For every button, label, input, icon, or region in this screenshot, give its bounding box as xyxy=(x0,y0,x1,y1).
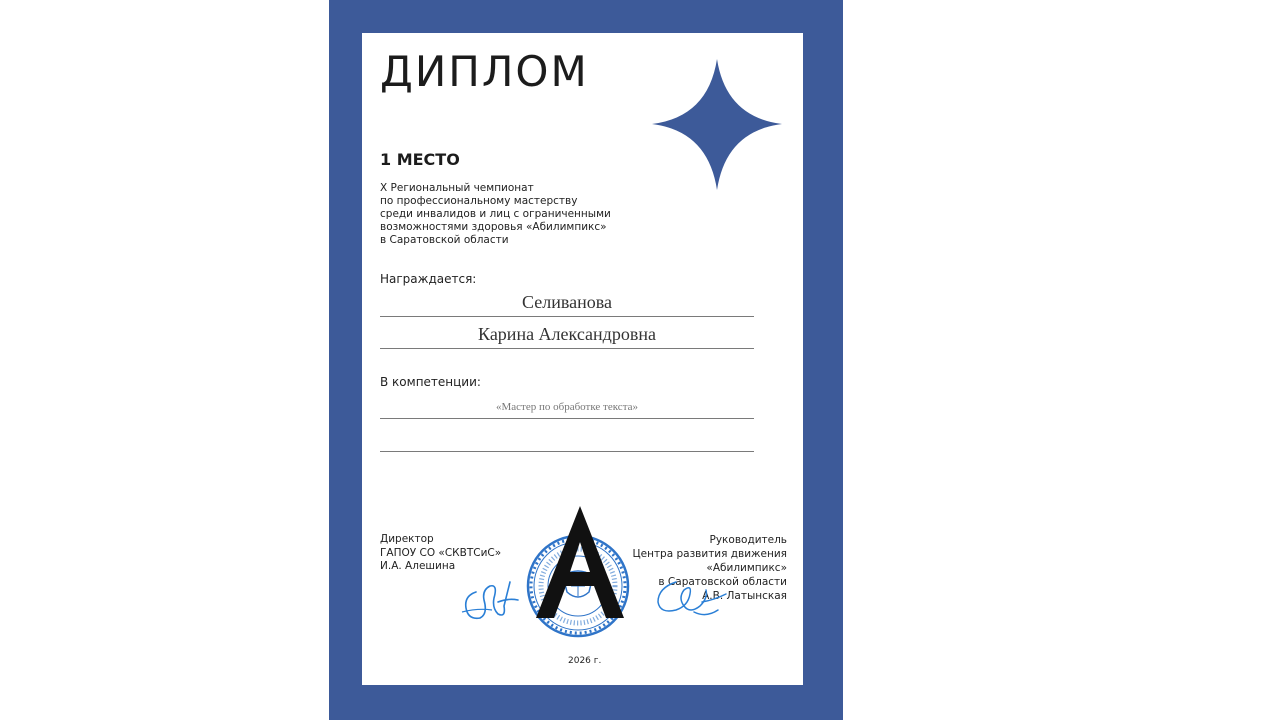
right-signatory-name: А.В. Латынская xyxy=(702,590,787,602)
left-signatory-name: И.А. Алешина xyxy=(380,560,456,572)
place-heading: 1 МЕСТО xyxy=(380,150,460,169)
recipient-given-names: Карина Александровна xyxy=(380,322,754,349)
issue-year: 2026 г. xyxy=(568,656,602,666)
right-signatory-position: Руководитель xyxy=(709,534,787,546)
left-signatory-organization: ГАПОУ СО «СКВТСиС» xyxy=(380,546,502,559)
right-signatory-organization: Центра развития движения xyxy=(632,548,787,560)
competence-value-line2 xyxy=(380,431,754,452)
left-signature xyxy=(458,578,524,630)
right-signature xyxy=(654,576,728,620)
diploma-title: ДИПЛОМ xyxy=(380,47,589,96)
four-point-star-icon xyxy=(652,59,782,190)
event-description xyxy=(380,182,620,247)
right-signatory-organization: «Абилимпикс» xyxy=(706,562,787,574)
awarded-label: Награждается: xyxy=(380,272,477,286)
left-signatory xyxy=(380,533,501,574)
event-line: по профессиональному мастерству xyxy=(380,195,578,207)
event-line: среди инвалидов и лиц с ограниченными xyxy=(380,208,611,220)
event-line: X Региональный чемпионат xyxy=(380,182,534,194)
recipient-surname: Селиванова xyxy=(380,290,754,317)
abilympics-a-logo xyxy=(536,506,624,618)
right-signatory-organization: в Саратовской области xyxy=(658,576,787,588)
left-signatory-position: Директор xyxy=(380,533,434,545)
competence-label: В компетенции: xyxy=(380,375,481,389)
competence-value: «Мастер по обработке текста» xyxy=(380,398,754,419)
event-line: в Саратовской области xyxy=(380,234,509,246)
event-line: возможностями здоровья «Абилимпикс» xyxy=(380,221,607,233)
